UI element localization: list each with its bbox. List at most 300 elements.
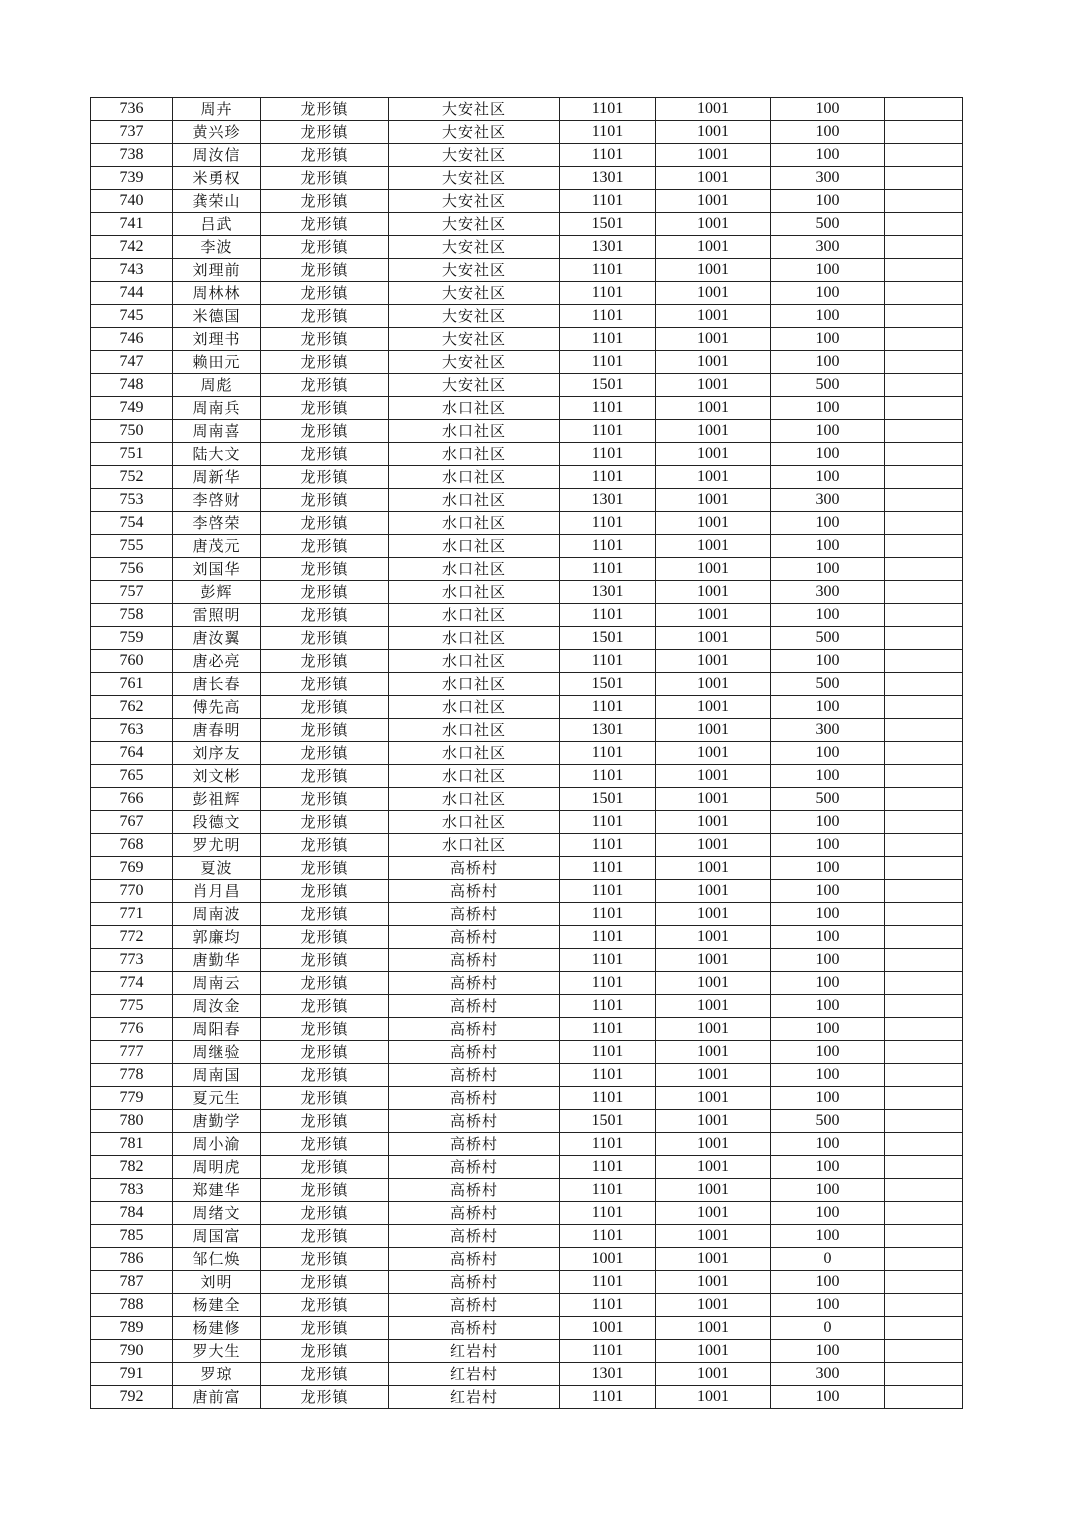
code-b-cell: 1001 bbox=[656, 167, 771, 190]
code-b-cell: 1001 bbox=[656, 144, 771, 167]
community-cell: 大安社区 bbox=[389, 213, 560, 236]
name-cell: 周南喜 bbox=[173, 420, 261, 443]
remark-cell bbox=[885, 581, 963, 604]
name-cell: 周林林 bbox=[173, 282, 261, 305]
town-cell: 龙形镇 bbox=[261, 558, 389, 581]
row-number-cell: 773 bbox=[91, 949, 173, 972]
code-a-cell: 1101 bbox=[560, 1156, 656, 1179]
name-cell: 周南国 bbox=[173, 1064, 261, 1087]
code-b-cell: 1001 bbox=[656, 949, 771, 972]
community-cell: 大安社区 bbox=[389, 282, 560, 305]
name-cell: 米德国 bbox=[173, 305, 261, 328]
code-a-cell: 1101 bbox=[560, 742, 656, 765]
town-cell: 龙形镇 bbox=[261, 765, 389, 788]
name-cell: 夏波 bbox=[173, 857, 261, 880]
town-cell: 龙形镇 bbox=[261, 742, 389, 765]
table-row bbox=[91, 489, 963, 512]
amount-cell: 100 bbox=[771, 1133, 885, 1156]
code-b-cell: 1001 bbox=[656, 535, 771, 558]
table-row bbox=[91, 98, 963, 121]
code-a-cell: 1101 bbox=[560, 351, 656, 374]
code-a-cell: 1101 bbox=[560, 144, 656, 167]
amount-cell: 100 bbox=[771, 1202, 885, 1225]
remark-cell bbox=[885, 880, 963, 903]
community-cell: 红岩村 bbox=[389, 1386, 560, 1409]
amount-cell: 300 bbox=[771, 1363, 885, 1386]
amount-cell: 300 bbox=[771, 236, 885, 259]
row-number-cell: 766 bbox=[91, 788, 173, 811]
town-cell: 龙形镇 bbox=[261, 305, 389, 328]
row-number-cell: 779 bbox=[91, 1087, 173, 1110]
town-cell: 龙形镇 bbox=[261, 1386, 389, 1409]
code-b-cell: 1001 bbox=[656, 811, 771, 834]
remark-cell bbox=[885, 1064, 963, 1087]
town-cell: 龙形镇 bbox=[261, 627, 389, 650]
code-a-cell: 1101 bbox=[560, 466, 656, 489]
code-b-cell: 1001 bbox=[656, 627, 771, 650]
row-number-cell: 762 bbox=[91, 696, 173, 719]
remark-cell bbox=[885, 903, 963, 926]
community-cell: 水口社区 bbox=[389, 696, 560, 719]
name-cell: 刘明 bbox=[173, 1271, 261, 1294]
amount-cell: 100 bbox=[771, 926, 885, 949]
amount-cell: 100 bbox=[771, 765, 885, 788]
amount-cell: 100 bbox=[771, 972, 885, 995]
code-a-cell: 1101 bbox=[560, 1294, 656, 1317]
code-a-cell: 1101 bbox=[560, 857, 656, 880]
row-number-cell: 777 bbox=[91, 1041, 173, 1064]
community-cell: 高桥村 bbox=[389, 1317, 560, 1340]
code-a-cell: 1101 bbox=[560, 903, 656, 926]
town-cell: 龙形镇 bbox=[261, 443, 389, 466]
code-b-cell: 1001 bbox=[656, 420, 771, 443]
community-cell: 高桥村 bbox=[389, 949, 560, 972]
code-b-cell: 1001 bbox=[656, 1087, 771, 1110]
remark-cell bbox=[885, 1317, 963, 1340]
town-cell: 龙形镇 bbox=[261, 972, 389, 995]
table-row bbox=[91, 535, 963, 558]
row-number-cell: 786 bbox=[91, 1248, 173, 1271]
code-a-cell: 1301 bbox=[560, 1363, 656, 1386]
community-cell: 大安社区 bbox=[389, 190, 560, 213]
amount-cell: 100 bbox=[771, 98, 885, 121]
amount-cell: 100 bbox=[771, 1225, 885, 1248]
code-b-cell: 1001 bbox=[656, 1363, 771, 1386]
name-cell: 彭辉 bbox=[173, 581, 261, 604]
code-b-cell: 1001 bbox=[656, 857, 771, 880]
name-cell: 周绪文 bbox=[173, 1202, 261, 1225]
code-b-cell: 1001 bbox=[656, 1041, 771, 1064]
row-number-cell: 772 bbox=[91, 926, 173, 949]
remark-cell bbox=[885, 1340, 963, 1363]
row-number-cell: 775 bbox=[91, 995, 173, 1018]
name-cell: 杨建全 bbox=[173, 1294, 261, 1317]
amount-cell: 100 bbox=[771, 282, 885, 305]
amount-cell: 0 bbox=[771, 1317, 885, 1340]
code-a-cell: 1101 bbox=[560, 282, 656, 305]
row-number-cell: 761 bbox=[91, 673, 173, 696]
name-cell: 周新华 bbox=[173, 466, 261, 489]
town-cell: 龙形镇 bbox=[261, 282, 389, 305]
remark-cell bbox=[885, 1386, 963, 1409]
remark-cell bbox=[885, 144, 963, 167]
code-a-cell: 1101 bbox=[560, 949, 656, 972]
amount-cell: 0 bbox=[771, 1248, 885, 1271]
remark-cell bbox=[885, 949, 963, 972]
name-cell: 周南兵 bbox=[173, 397, 261, 420]
table-row bbox=[91, 1225, 963, 1248]
town-cell: 龙形镇 bbox=[261, 1271, 389, 1294]
name-cell: 周明虎 bbox=[173, 1156, 261, 1179]
table-row bbox=[91, 627, 963, 650]
table-row bbox=[91, 351, 963, 374]
code-a-cell: 1101 bbox=[560, 98, 656, 121]
code-a-cell: 1101 bbox=[560, 1133, 656, 1156]
table-row bbox=[91, 650, 963, 673]
table-row bbox=[91, 581, 963, 604]
name-cell: 李啓荣 bbox=[173, 512, 261, 535]
code-a-cell: 1101 bbox=[560, 1087, 656, 1110]
name-cell: 赖田元 bbox=[173, 351, 261, 374]
table-row bbox=[91, 1294, 963, 1317]
amount-cell: 100 bbox=[771, 742, 885, 765]
table-row bbox=[91, 673, 963, 696]
remark-cell bbox=[885, 305, 963, 328]
community-cell: 水口社区 bbox=[389, 627, 560, 650]
remark-cell bbox=[885, 719, 963, 742]
remark-cell bbox=[885, 1018, 963, 1041]
table-row bbox=[91, 995, 963, 1018]
code-b-cell: 1001 bbox=[656, 98, 771, 121]
table-row bbox=[91, 857, 963, 880]
remark-cell bbox=[885, 765, 963, 788]
town-cell: 龙形镇 bbox=[261, 903, 389, 926]
row-number-cell: 764 bbox=[91, 742, 173, 765]
row-number-cell: 744 bbox=[91, 282, 173, 305]
community-cell: 水口社区 bbox=[389, 650, 560, 673]
table-row bbox=[91, 1340, 963, 1363]
row-number-cell: 780 bbox=[91, 1110, 173, 1133]
row-number-cell: 789 bbox=[91, 1317, 173, 1340]
code-a-cell: 1501 bbox=[560, 213, 656, 236]
code-b-cell: 1001 bbox=[656, 742, 771, 765]
community-cell: 高桥村 bbox=[389, 1225, 560, 1248]
amount-cell: 300 bbox=[771, 581, 885, 604]
town-cell: 龙形镇 bbox=[261, 1110, 389, 1133]
name-cell: 杨建修 bbox=[173, 1317, 261, 1340]
remark-cell bbox=[885, 282, 963, 305]
community-cell: 水口社区 bbox=[389, 834, 560, 857]
town-cell: 龙形镇 bbox=[261, 1087, 389, 1110]
row-number-cell: 751 bbox=[91, 443, 173, 466]
table-row bbox=[91, 1317, 963, 1340]
code-a-cell: 1101 bbox=[560, 512, 656, 535]
table-row bbox=[91, 788, 963, 811]
town-cell: 龙形镇 bbox=[261, 397, 389, 420]
code-a-cell: 1101 bbox=[560, 880, 656, 903]
code-b-cell: 1001 bbox=[656, 1156, 771, 1179]
code-b-cell: 1001 bbox=[656, 397, 771, 420]
row-number-cell: 788 bbox=[91, 1294, 173, 1317]
community-cell: 高桥村 bbox=[389, 880, 560, 903]
name-cell: 陆大文 bbox=[173, 443, 261, 466]
code-a-cell: 1101 bbox=[560, 420, 656, 443]
code-a-cell: 1301 bbox=[560, 236, 656, 259]
code-a-cell: 1101 bbox=[560, 811, 656, 834]
remark-cell bbox=[885, 742, 963, 765]
code-a-cell: 1101 bbox=[560, 972, 656, 995]
row-number-cell: 787 bbox=[91, 1271, 173, 1294]
code-a-cell: 1501 bbox=[560, 627, 656, 650]
code-b-cell: 1001 bbox=[656, 1386, 771, 1409]
row-number-cell: 755 bbox=[91, 535, 173, 558]
remark-cell bbox=[885, 1041, 963, 1064]
table-row bbox=[91, 1363, 963, 1386]
town-cell: 龙形镇 bbox=[261, 190, 389, 213]
table-row bbox=[91, 443, 963, 466]
code-b-cell: 1001 bbox=[656, 1018, 771, 1041]
remark-cell bbox=[885, 213, 963, 236]
town-cell: 龙形镇 bbox=[261, 1018, 389, 1041]
community-cell: 高桥村 bbox=[389, 972, 560, 995]
code-b-cell: 1001 bbox=[656, 213, 771, 236]
remark-cell bbox=[885, 512, 963, 535]
remark-cell bbox=[885, 1087, 963, 1110]
town-cell: 龙形镇 bbox=[261, 213, 389, 236]
row-number-cell: 760 bbox=[91, 650, 173, 673]
community-cell: 高桥村 bbox=[389, 1271, 560, 1294]
name-cell: 周卉 bbox=[173, 98, 261, 121]
table-row bbox=[91, 1041, 963, 1064]
community-cell: 大安社区 bbox=[389, 351, 560, 374]
town-cell: 龙形镇 bbox=[261, 581, 389, 604]
remark-cell bbox=[885, 190, 963, 213]
amount-cell: 300 bbox=[771, 167, 885, 190]
name-cell: 罗尤明 bbox=[173, 834, 261, 857]
code-a-cell: 1101 bbox=[560, 1018, 656, 1041]
amount-cell: 100 bbox=[771, 259, 885, 282]
community-cell: 高桥村 bbox=[389, 1248, 560, 1271]
community-cell: 水口社区 bbox=[389, 765, 560, 788]
code-b-cell: 1001 bbox=[656, 1133, 771, 1156]
name-cell: 唐勤学 bbox=[173, 1110, 261, 1133]
community-cell: 大安社区 bbox=[389, 144, 560, 167]
name-cell: 罗琼 bbox=[173, 1363, 261, 1386]
community-cell: 高桥村 bbox=[389, 1202, 560, 1225]
community-cell: 高桥村 bbox=[389, 926, 560, 949]
community-cell: 高桥村 bbox=[389, 1133, 560, 1156]
row-number-cell: 750 bbox=[91, 420, 173, 443]
name-cell: 唐长春 bbox=[173, 673, 261, 696]
code-a-cell: 1101 bbox=[560, 1386, 656, 1409]
row-number-cell: 736 bbox=[91, 98, 173, 121]
code-a-cell: 1101 bbox=[560, 558, 656, 581]
code-b-cell: 1001 bbox=[656, 581, 771, 604]
code-a-cell: 1101 bbox=[560, 1271, 656, 1294]
row-number-cell: 769 bbox=[91, 857, 173, 880]
code-a-cell: 1301 bbox=[560, 581, 656, 604]
remark-cell bbox=[885, 1248, 963, 1271]
row-number-cell: 749 bbox=[91, 397, 173, 420]
name-cell: 傅先高 bbox=[173, 696, 261, 719]
table-row bbox=[91, 1202, 963, 1225]
remark-cell bbox=[885, 374, 963, 397]
code-a-cell: 1101 bbox=[560, 443, 656, 466]
amount-cell: 100 bbox=[771, 696, 885, 719]
code-a-cell: 1101 bbox=[560, 650, 656, 673]
table-row bbox=[91, 167, 963, 190]
code-b-cell: 1001 bbox=[656, 1064, 771, 1087]
remark-cell bbox=[885, 397, 963, 420]
table-row bbox=[91, 213, 963, 236]
code-b-cell: 1001 bbox=[656, 489, 771, 512]
amount-cell: 100 bbox=[771, 903, 885, 926]
amount-cell: 100 bbox=[771, 121, 885, 144]
row-number-cell: 783 bbox=[91, 1179, 173, 1202]
remark-cell bbox=[885, 558, 963, 581]
amount-cell: 500 bbox=[771, 788, 885, 811]
name-cell: 周小渝 bbox=[173, 1133, 261, 1156]
community-cell: 高桥村 bbox=[389, 995, 560, 1018]
row-number-cell: 758 bbox=[91, 604, 173, 627]
amount-cell: 100 bbox=[771, 811, 885, 834]
amount-cell: 100 bbox=[771, 834, 885, 857]
town-cell: 龙形镇 bbox=[261, 144, 389, 167]
table-row bbox=[91, 1386, 963, 1409]
amount-cell: 100 bbox=[771, 1018, 885, 1041]
town-cell: 龙形镇 bbox=[261, 719, 389, 742]
community-cell: 大安社区 bbox=[389, 98, 560, 121]
amount-cell: 100 bbox=[771, 351, 885, 374]
table-row bbox=[91, 1087, 963, 1110]
remark-cell bbox=[885, 673, 963, 696]
row-number-cell: 776 bbox=[91, 1018, 173, 1041]
town-cell: 龙形镇 bbox=[261, 328, 389, 351]
amount-cell: 100 bbox=[771, 880, 885, 903]
name-cell: 刘国华 bbox=[173, 558, 261, 581]
code-a-cell: 1501 bbox=[560, 374, 656, 397]
community-cell: 水口社区 bbox=[389, 420, 560, 443]
table-row bbox=[91, 742, 963, 765]
table-row bbox=[91, 259, 963, 282]
town-cell: 龙形镇 bbox=[261, 788, 389, 811]
remark-cell bbox=[885, 351, 963, 374]
community-cell: 大安社区 bbox=[389, 121, 560, 144]
table-row bbox=[91, 1110, 963, 1133]
table-row bbox=[91, 949, 963, 972]
code-b-cell: 1001 bbox=[656, 1225, 771, 1248]
code-a-cell: 1101 bbox=[560, 1225, 656, 1248]
name-cell: 李啓财 bbox=[173, 489, 261, 512]
amount-cell: 100 bbox=[771, 144, 885, 167]
town-cell: 龙形镇 bbox=[261, 1202, 389, 1225]
name-cell: 雷照明 bbox=[173, 604, 261, 627]
town-cell: 龙形镇 bbox=[261, 880, 389, 903]
town-cell: 龙形镇 bbox=[261, 535, 389, 558]
community-cell: 大安社区 bbox=[389, 259, 560, 282]
code-b-cell: 1001 bbox=[656, 558, 771, 581]
code-a-cell: 1301 bbox=[560, 167, 656, 190]
name-cell: 刘理书 bbox=[173, 328, 261, 351]
town-cell: 龙形镇 bbox=[261, 236, 389, 259]
code-b-cell: 1001 bbox=[656, 282, 771, 305]
amount-cell: 100 bbox=[771, 650, 885, 673]
code-a-cell: 1101 bbox=[560, 1340, 656, 1363]
community-cell: 水口社区 bbox=[389, 788, 560, 811]
code-b-cell: 1001 bbox=[656, 1317, 771, 1340]
table-row bbox=[91, 236, 963, 259]
code-b-cell: 1001 bbox=[656, 604, 771, 627]
table-row bbox=[91, 811, 963, 834]
code-a-cell: 1101 bbox=[560, 1064, 656, 1087]
amount-cell: 100 bbox=[771, 1064, 885, 1087]
table-row bbox=[91, 903, 963, 926]
community-cell: 红岩村 bbox=[389, 1340, 560, 1363]
community-cell: 水口社区 bbox=[389, 558, 560, 581]
code-a-cell: 1501 bbox=[560, 788, 656, 811]
community-cell: 水口社区 bbox=[389, 581, 560, 604]
table-row bbox=[91, 880, 963, 903]
amount-cell: 100 bbox=[771, 305, 885, 328]
name-cell: 唐必亮 bbox=[173, 650, 261, 673]
code-a-cell: 1101 bbox=[560, 995, 656, 1018]
table-row bbox=[91, 558, 963, 581]
code-b-cell: 1001 bbox=[656, 351, 771, 374]
row-number-cell: 739 bbox=[91, 167, 173, 190]
amount-cell: 100 bbox=[771, 1156, 885, 1179]
amount-cell: 100 bbox=[771, 558, 885, 581]
town-cell: 龙形镇 bbox=[261, 512, 389, 535]
row-number-cell: 765 bbox=[91, 765, 173, 788]
town-cell: 龙形镇 bbox=[261, 604, 389, 627]
community-cell: 红岩村 bbox=[389, 1363, 560, 1386]
amount-cell: 100 bbox=[771, 420, 885, 443]
code-a-cell: 1301 bbox=[560, 489, 656, 512]
row-number-cell: 754 bbox=[91, 512, 173, 535]
amount-cell: 100 bbox=[771, 1294, 885, 1317]
amount-cell: 100 bbox=[771, 857, 885, 880]
town-cell: 龙形镇 bbox=[261, 351, 389, 374]
town-cell: 龙形镇 bbox=[261, 1064, 389, 1087]
remark-cell bbox=[885, 121, 963, 144]
code-a-cell: 1301 bbox=[560, 719, 656, 742]
code-a-cell: 1501 bbox=[560, 1110, 656, 1133]
data-table bbox=[90, 97, 963, 1409]
amount-cell: 100 bbox=[771, 1179, 885, 1202]
town-cell: 龙形镇 bbox=[261, 420, 389, 443]
code-a-cell: 1101 bbox=[560, 121, 656, 144]
town-cell: 龙形镇 bbox=[261, 1156, 389, 1179]
town-cell: 龙形镇 bbox=[261, 1133, 389, 1156]
code-b-cell: 1001 bbox=[656, 834, 771, 857]
remark-cell bbox=[885, 650, 963, 673]
amount-cell: 100 bbox=[771, 1386, 885, 1409]
row-number-cell: 757 bbox=[91, 581, 173, 604]
table-row bbox=[91, 397, 963, 420]
amount-cell: 500 bbox=[771, 1110, 885, 1133]
town-cell: 龙形镇 bbox=[261, 1317, 389, 1340]
row-number-cell: 743 bbox=[91, 259, 173, 282]
row-number-cell: 742 bbox=[91, 236, 173, 259]
table-row bbox=[91, 121, 963, 144]
remark-cell bbox=[885, 535, 963, 558]
name-cell: 刘文彬 bbox=[173, 765, 261, 788]
community-cell: 大安社区 bbox=[389, 374, 560, 397]
code-b-cell: 1001 bbox=[656, 1110, 771, 1133]
community-cell: 高桥村 bbox=[389, 1041, 560, 1064]
name-cell: 黄兴珍 bbox=[173, 121, 261, 144]
community-cell: 水口社区 bbox=[389, 673, 560, 696]
